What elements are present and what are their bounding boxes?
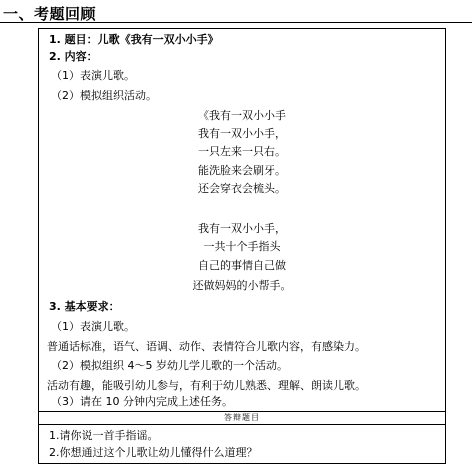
poem-line: 自己的事情自己做 — [198, 259, 286, 272]
requirements-heading: 3. 基本要求： — [49, 300, 120, 313]
requirement-line: （1）表演儿歌。 — [51, 320, 135, 333]
defense-questions-box — [38, 424, 446, 464]
requirement-line: （2）模拟组织 4～5 岁幼儿学儿歌的一个活动。 — [51, 359, 288, 372]
requirement-line: 活动有趣，能吸引幼儿参与，有利于幼儿熟悉、理解、朗读儿歌。 — [47, 379, 366, 392]
poem-line: 一共十个手指头 — [203, 240, 281, 253]
defense-title: 答辩题目 — [38, 411, 446, 425]
topic-title: 1. 题目：儿歌《我有一双小小手》 — [49, 33, 219, 46]
content-item: （1）表演儿歌。 — [51, 69, 135, 82]
poem-line: 还做妈妈的小帮手。 — [192, 279, 292, 292]
requirement-line: （3）请在 10 分钟内完成上述任务。 — [51, 395, 233, 408]
content-item: （2）模拟组织活动。 — [51, 89, 157, 102]
requirement-line: 普通话标准，语气、语调、动作、表情符合儿歌内容，有感染力。 — [47, 340, 366, 353]
exam-question-box — [38, 28, 446, 412]
heading-divider — [0, 22, 472, 23]
poem-line: 能洗脸来会刷牙。 — [198, 164, 286, 177]
poem-line: 一只左来一只右。 — [198, 145, 286, 158]
poem-line: 还会穿衣会梳头。 — [198, 182, 286, 195]
defense-question: 2.你想通过这个儿歌让幼儿懂得什么道理？ — [49, 446, 258, 459]
poem-line: 我有一双小小手， — [198, 127, 286, 140]
poem-title: 《我有一双小小手 — [198, 109, 286, 122]
content-heading: 2. 内容： — [49, 50, 98, 63]
section-heading: 一、考题回顾 — [3, 5, 97, 23]
poem-line: 我有一双小小手， — [198, 222, 286, 235]
defense-question: 1.请你说一首手指谣。 — [49, 429, 159, 442]
